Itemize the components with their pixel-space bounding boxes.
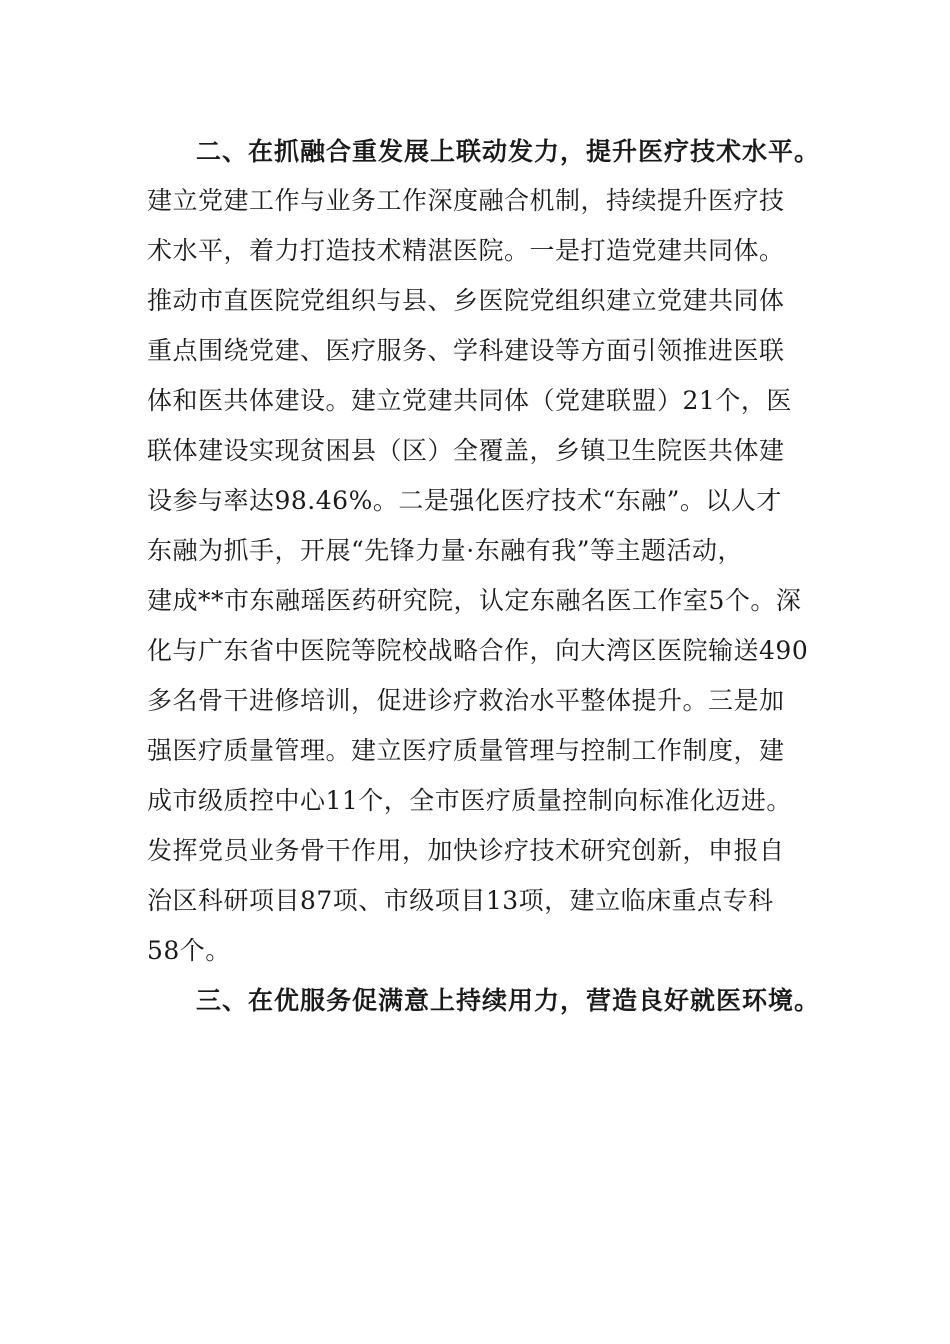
paragraph-line: 重点围绕党建、医疗服务、学科建设等方面引领推进医联 — [147, 336, 785, 365]
paragraph-line: 联体建设实现贫困县（区）全覆盖，乡镇卫生院医共体建 — [147, 436, 785, 465]
paragraph-line: 推动市直医院党组织与县、乡医院党组织建立党建共同体 — [147, 286, 785, 315]
paragraph-line: 治区科研项目87项、市级项目13项，建立临床重点专科 — [147, 886, 774, 915]
paragraph-line: 建成**市东融瑶医药研究院，认定东融名医工作室5个。深 — [147, 586, 802, 615]
paragraph-line: 设参与率达98.46%。二是强化医疗技术“东融”。以人才 — [147, 486, 782, 515]
paragraph-line: 发挥党员业务骨干作用，加快诊疗技术研究创新，申报自 — [147, 836, 785, 865]
section-heading-3: 三、在优服务促满意上持续用力，营造良好就医环境。 — [196, 986, 821, 1015]
section-heading-2: 二、在抓融合重发展上联动发力，提升医疗技术水平。 — [196, 137, 821, 166]
paragraph-line: 58个。 — [147, 936, 231, 965]
paragraph-line: 建立党建工作与业务工作深度融合机制，持续提升医疗技 — [147, 186, 785, 215]
paragraph-line: 多名骨干进修培训，促进诊疗救治水平整体提升。三是加 — [147, 686, 785, 715]
paragraph-line: 成市级质控中心11个，全市医疗质量控制向标准化迈进。 — [147, 786, 792, 815]
paragraph-line: 体和医共体建设。建立党建共同体（党建联盟）21个，医 — [147, 386, 792, 415]
paragraph-line: 东融为抓手，开展“先锋力量·东融有我”等主题活动， — [147, 536, 744, 565]
paragraph-line: 术水平，着力打造技术精湛医院。一是打造党建共同体。 — [147, 236, 785, 265]
paragraph-line: 强医疗质量管理。建立医疗质量管理与控制工作制度，建 — [147, 736, 785, 765]
paragraph-line: 化与广东省中医院等院校战略合作，向大湾区医院输送490 — [147, 636, 809, 665]
